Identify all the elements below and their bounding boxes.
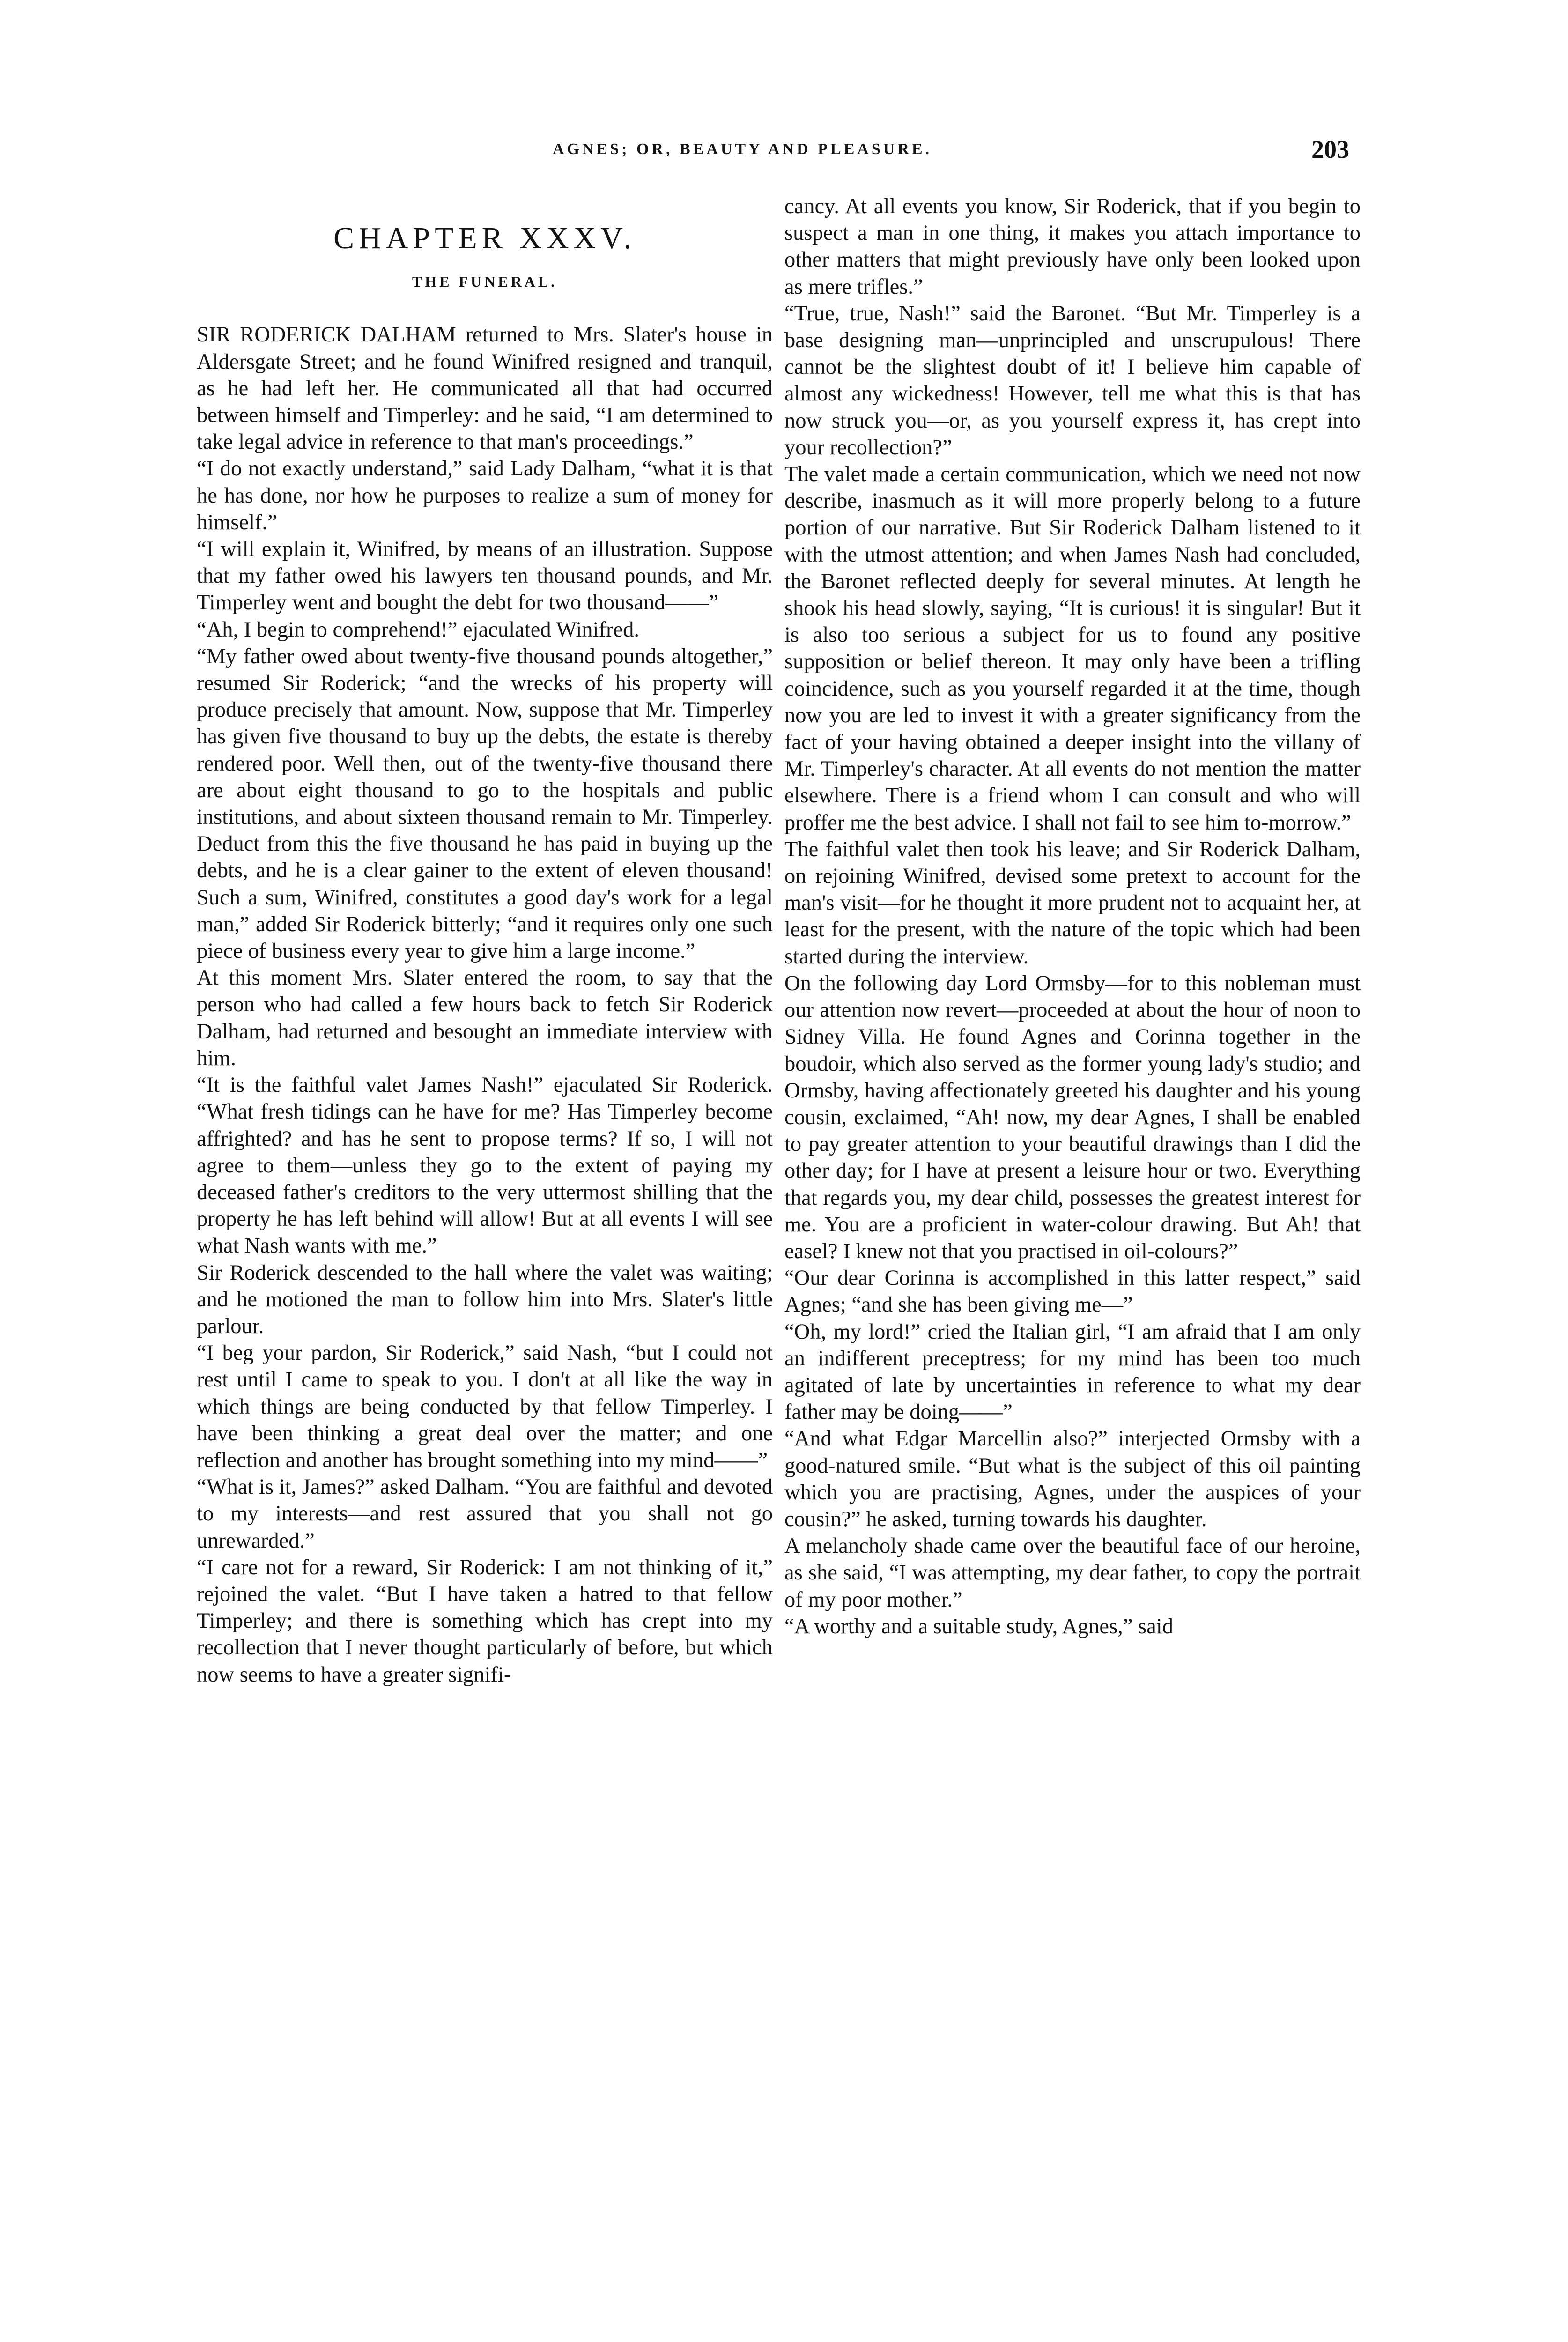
paragraph: “Our dear Corinna is accomplished in this latter respect,” said Agnes; “and she has been giving me—” — [784, 1266, 1361, 1317]
paragraph: “What is it, James?” asked Dalham. “You are faithful and devoted to my interests—and rest assured that you shall not go unrewarded.” — [197, 1475, 773, 1553]
paragraph: “I beg your pardon, Sir Roderick,” said Nash, “but I could not rest until I came to speak to you. I don't at all like the way in which things are being conducted by that fellow Timperley. I have been thinking a great deal over the matter; and one reflection and another has brought something into my mind——” — [197, 1341, 773, 1472]
paragraph: “It is the faithful valet James Nash!” ejaculated Sir Roderick. “What fresh tidings can he have for me? Has Timperley become affrighted? and has he sent to propose terms? If so, I will not agree to them—unless they go to the extent of paying my deceased father's creditors to the very uttermost shilling that the property he has left behind will allow! But at all events I will see what Nash wants with me.” — [197, 1073, 773, 1258]
paragraph: On the following day Lord Ormsby—for to this nobleman must our attention now revert—proceeded at about the hour of noon to Sidney Villa. He found Agnes and Corinna together in the boudoir, which also served as the former young lady's studio; and Ormsby, having affectionately greeted his daughter and his young cousin, exclaimed, “Ah! now, my dear Agnes, I shall be enabled to pay greater attention to your beautiful drawings than I did the other day; for I have at present a leisure hour or two. Everything that regards you, my dear child, possesses the greatest interest for me. You are a proficient in water-colour drawing. But Ah! that easel? I knew not that you practised in oil-colours?” — [784, 971, 1361, 1263]
paragraph: “True, true, Nash!” said the Baronet. “But Mr. Timperley is a base designing man—unprincipled and unscrupulous! There cannot be the slightest doubt of it! I believe him capable of almost any wickedness! However, tell me what this is that has now struck you—or, as you yourself express it, has crept into your recollection?” — [784, 301, 1361, 460]
paragraph: The valet made a certain communication, which we need not now describe, inasmuch as it will more properly belong to a future portion of our narrative. But Sir Roderick Dalham listened to it with the utmost attention; and when James Nash had concluded, the Baronet reflected deeply for several minutes. At length he shook his head slowly, saying, “It is curious! it is singular! But it is also too serious a subject for us to found any positive supposition or belief thereon. It may only have been a trifling coincidence, such as you yourself regarded it at the time, though now you are led to invest it with a greater significancy from the fact of your having obtained a deeper insight into the villany of Mr. Timperley's character. At all events do not mention the matter elsewhere. There is a friend whom I can consult and who will proffer me the best advice. I shall not fail to see him to-morrow.” — [784, 462, 1361, 835]
paragraph: “I will explain it, Winifred, by means of an illustration. Suppose that my father owed his lawyers ten thousand pounds, and Mr. Timperley went and bought the debt for two thousand——” — [197, 537, 773, 615]
paragraph: “Ah, I begin to comprehend!” ejaculated Winifred. — [197, 617, 639, 642]
paragraph: SIR RODERICK DALHAM returned to Mrs. Slater's house in Aldersgate Street; and he found Winifred resigned and tranquil, as he had left her. He communicated all that had occurred between himself and Timperley: and he said, “I am determined to take legal advice in reference to that man's proceedings.” — [197, 323, 773, 454]
paragraph: “Oh, my lord!” cried the Italian girl, “I am afraid that I am only an indifferent preceptress; for my mind has been too much agitated of late by uncertainties in reference to what my dear father may be doing——” — [784, 1319, 1361, 1424]
page-number: 203 — [1311, 135, 1349, 163]
paragraph: “A worthy and a suitable study, Agnes,” said — [784, 1614, 1173, 1638]
paragraph: “I care not for a reward, Sir Roderick: I am not thinking of it,” rejoined the valet. “But I have taken a hatred to that fellow Timperley; and there is something which has crept into my recollection that I never thought particularly of before, but which now seems to have a greater signifi- — [197, 1555, 773, 1687]
paragraph: The faithful valet then took his leave; and Sir Roderick Dalham, on rejoining Winifred, devised some pretext to account for the man's visit—for he thought it more prudent not to acquaint her, at least for the present, with the nature of the topic which had been started during the interview. — [784, 837, 1361, 969]
chapter-subtitle: THE FUNERAL. — [412, 273, 558, 290]
paragraph: A melancholy shade came over the beautiful face of our heroine, as she said, “I was attempting, my dear father, to copy the portrait of my poor mother.” — [784, 1534, 1361, 1612]
running-head: AGNES; OR, BEAUTY AND PLEASURE. — [553, 141, 932, 158]
paragraph: At this moment Mrs. Slater entered the room, to say that the person who had called a few hours back to fetch Sir Roderick Dalham, had returned and besought an immediate interview with him. — [197, 966, 773, 1070]
paragraph: Sir Roderick descended to the hall where the valet was waiting; and he motioned the man to follow him into Mrs. Slater's little parlour. — [197, 1260, 773, 1338]
paragraph: “I do not exactly understand,” said Lady Dalham, “what it is that he has done, nor how he purposes to realize a sum of money for himself.” — [197, 457, 773, 534]
chapter-title: CHAPTER XXXV. — [333, 221, 636, 255]
right-column — [784, 193, 1361, 1640]
left-column — [197, 197, 773, 1688]
paragraph: cancy. At all events you know, Sir Roderick, that if you begin to suspect a man in one thing, it makes you attach importance to other matters that might previously have only been looked upon as mere trifles.” — [784, 194, 1361, 299]
paragraph: “And what Edgar Marcellin also?” interjected Ormsby with a good-natured smile. “But what is the subject of this oil painting which you are practising, Agnes, under the auspices of your cousin?” he asked, turning towards his daughter. — [784, 1427, 1361, 1531]
paragraph: “My father owed about twenty-five thousand pounds altogether,” resumed Sir Roderick; “and the wrecks of his property will produce precisely that amount. Now, suppose that Mr. Timperley has given five thousand to buy up the debts, the estate is thereby rendered poor. Well then, out of the twenty-five thousand there are about eight thousand to go to the hospitals and public institutions, and about sixteen thousand remain to Mr. Timperley. Deduct from this the five thousand he has paid in buying up the debts, and he is a clear gainer to the extent of eleven thousand! Such a sum, Winifred, constitutes a good day's work for a legal man,” added Sir Roderick bitterly; “and it requires only one such piece of business every year to give him a large income.” — [197, 644, 773, 963]
